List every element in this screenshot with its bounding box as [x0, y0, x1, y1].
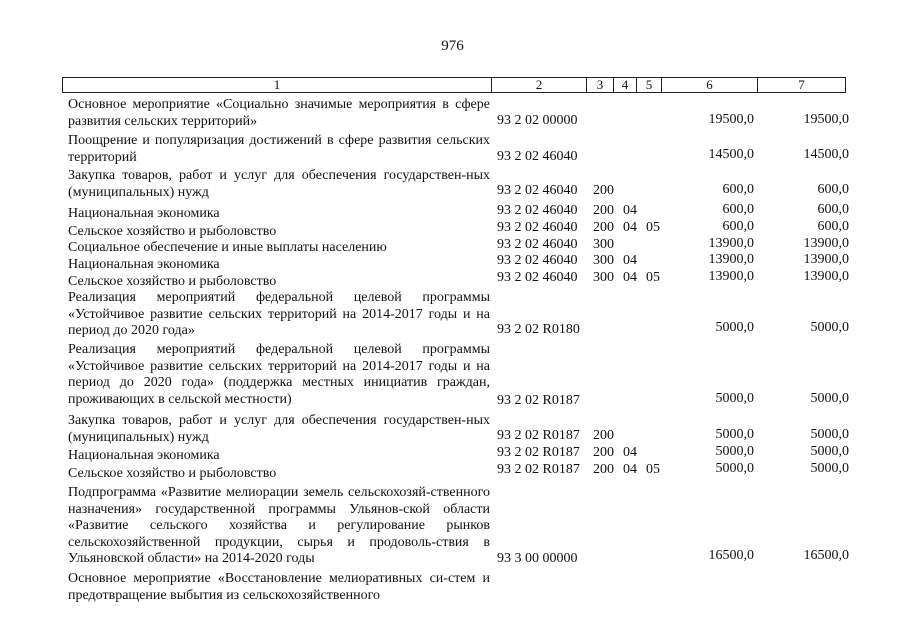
header-col-6: 6 [661, 77, 757, 93]
row-name: Подпрограмма «Развитие мелиорации земель сельскохозяй-ственного назначения» государственной программы Ульянов-ской области «Развитие сельского хозяйства и регулирование рынков сельскохозяйственной продукции, сырья и продоволь-ствия в Ульяновской области» на 2014-2020 годы [68, 485, 490, 566]
header-col-5: 5 [636, 77, 661, 93]
row-name: Закупка товаров, работ и услуг для обеспечения государствен-ных (муниципальных) нужд [68, 413, 490, 445]
row-name: Основное мероприятие «Социально значимые мероприятия в сфере развития сельских территорий» [68, 97, 490, 129]
row-name: Сельское хозяйство и рыболовство [68, 274, 277, 289]
row-value-7: 600,0 [817, 219, 849, 234]
row-code: 93 2 02 R0187 [497, 428, 580, 443]
row-value-6: 600,0 [722, 219, 754, 234]
row-pr: 05 [646, 270, 660, 285]
row-code: 93 2 02 R0180 [497, 322, 580, 337]
row-value-6: 600,0 [722, 202, 754, 217]
row-vr: 200 [593, 428, 614, 443]
row-value-7: 600,0 [817, 182, 849, 197]
row-code: 93 2 02 46040 [497, 220, 578, 235]
row-value-6: 13900,0 [708, 252, 754, 267]
row-code: 93 2 02 00000 [497, 113, 578, 128]
row-value-6: 5000,0 [715, 391, 754, 406]
row-pr: 05 [646, 220, 660, 235]
row-value-6: 13900,0 [708, 269, 754, 284]
page-number: 976 [441, 38, 464, 54]
row-rz: 04 [623, 445, 637, 460]
row-value-7: 600,0 [817, 202, 849, 217]
row-value-6: 5000,0 [715, 320, 754, 335]
row-vr: 200 [593, 203, 614, 218]
row-vr: 200 [593, 183, 614, 198]
row-code: 93 2 02 46040 [497, 270, 578, 285]
row-rz: 04 [623, 220, 637, 235]
row-rz: 04 [623, 270, 637, 285]
row-code: 93 2 02 R0187 [497, 445, 580, 460]
row-vr: 200 [593, 445, 614, 460]
row-name: Социальное обеспечение и иные выплаты населению [68, 240, 387, 255]
row-name: Закупка товаров, работ и услуг для обеспечения государствен-ных (муниципальных) нужд [68, 168, 490, 200]
row-name: Сельское хозяйство и рыболовство [68, 224, 277, 239]
row-name: Сельское хозяйство и рыболовство [68, 466, 277, 481]
row-vr: 300 [593, 237, 614, 252]
row-value-7: 13900,0 [803, 252, 849, 267]
row-code: 93 2 02 R0187 [497, 393, 580, 408]
row-vr: 200 [593, 220, 614, 235]
row-value-7: 13900,0 [803, 236, 849, 251]
row-vr: 200 [593, 462, 614, 477]
row-code: 93 2 02 46040 [497, 183, 578, 198]
row-value-7: 5000,0 [810, 320, 849, 335]
row-value-7: 16500,0 [803, 548, 849, 563]
row-name: Национальная экономика [68, 257, 220, 272]
row-name: Реализация мероприятий федеральной целевой программы «Устойчивое развитие сельских территорий на 2014-2017 годы и на период до 2020 года» [68, 290, 490, 338]
row-rz: 04 [623, 462, 637, 477]
row-code: 93 2 02 46040 [497, 149, 578, 164]
row-value-7: 5000,0 [810, 427, 849, 442]
row-value-7: 14500,0 [803, 147, 849, 162]
row-value-7: 5000,0 [810, 444, 849, 459]
row-value-6: 16500,0 [708, 548, 754, 563]
row-value-6: 14500,0 [708, 147, 754, 162]
row-code: 93 2 02 46040 [497, 253, 578, 268]
row-value-7: 19500,0 [803, 112, 849, 127]
row-value-6: 19500,0 [708, 112, 754, 127]
header-col-1: 1 [62, 77, 491, 93]
row-value-6: 5000,0 [715, 444, 754, 459]
row-value-7: 5000,0 [810, 391, 849, 406]
row-rz: 04 [623, 203, 637, 218]
row-value-6: 5000,0 [715, 427, 754, 442]
row-value-7: 5000,0 [810, 461, 849, 476]
header-col-3: 3 [586, 77, 613, 93]
row-code: 93 3 00 00000 [497, 551, 578, 566]
row-vr: 300 [593, 270, 614, 285]
row-code: 93 2 02 R0187 [497, 462, 580, 477]
row-name: Поощрение и популяризация достижений в сфере развития сельских территорий [68, 133, 490, 165]
row-pr: 05 [646, 462, 660, 477]
row-name: Национальная экономика [68, 448, 220, 463]
header-col-2: 2 [491, 77, 586, 93]
row-vr: 300 [593, 253, 614, 268]
row-value-6: 5000,0 [715, 461, 754, 476]
row-rz: 04 [623, 253, 637, 268]
row-name: Основное мероприятие «Восстановление мелиоративных си-стем и предотвращение выбытия из сельскохозяйственного [68, 571, 490, 603]
row-name: Реализация мероприятий федеральной целевой программы «Устойчивое развитие сельских территорий на 2014-2017 годы и на период до 2020 года» (поддержка местных инициатив граждан, проживающих в сельской местности) [68, 342, 490, 407]
row-value-6: 600,0 [722, 182, 754, 197]
row-value-6: 13900,0 [708, 236, 754, 251]
row-code: 93 2 02 46040 [497, 237, 578, 252]
row-name: Национальная экономика [68, 206, 220, 221]
row-value-7: 13900,0 [803, 269, 849, 284]
header-col-7: 7 [757, 77, 846, 93]
row-code: 93 2 02 46040 [497, 203, 578, 218]
header-col-4: 4 [613, 77, 636, 93]
